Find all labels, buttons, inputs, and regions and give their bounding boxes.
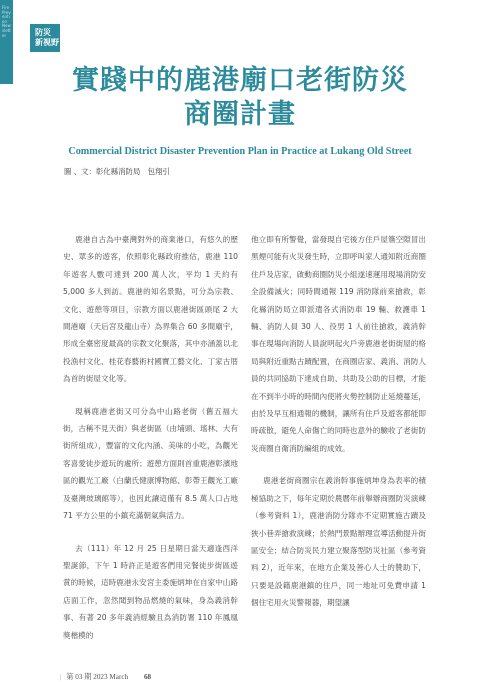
paragraph: 他立即有所警覺，當發現自宅後方住戶屋簷空隙冒出黑煙可能有火災發生時，立即呼叫家人通知附近商圈住戶及店家，啟動商圈防災小組遂速運用現場消防安全設備滅火；同時間通報 119 消防隊前來搶救，彰化縣消防局立即派遣各式消防車 19 輛、救護車 1 輛、消防人員 30 人、役男 1 人前往搶救，義消幹事在現場向消防人員說明起火戶旁鹿港老街街屋的格局與附近重點古蹟配置，在商圈店家、義消、消防人員的共同協助下達成自助、共助及公助的目標，才能在不到半小時的時間內使將火勢控制防止延燒蔓延，由於及早互相通報的機制，讓所有住戶及遊客都能即時疏散，避免人命傷亡的同時也意外的驗收了老街防災商圈自衛消防編組的成效。 [251,235,426,453]
vertical-magazine-label: Fire Prevention Newsletter [2,5,11,38]
footer-month: March [109,673,129,681]
page-number: 68 [143,673,152,681]
title-line1: 實踐中的鹿港廟口老街防災 [72,65,408,96]
right-column [251,231,426,627]
left-column [63,231,238,659]
article-title [0,64,480,132]
byline: 圖 、文：彰化縣消防局 包翔引 [64,167,170,176]
title-line2: 商圈計畫 [184,99,296,130]
section-label-line2: 新視野 [35,38,59,47]
paragraph: 去（111）年 12 月 25 日星期日當天適逢西洋聖誕節，下午 1 時許正是遊客們用完餐徒步街區遊賞的時候，這時鹿港永安宮主委施炳坤在自家中山路店面工作，忽然聞到物品燃燒的氣味，身為義消幹事、有著 20 多年義消經驗且為消防署 110 年鳳凰獎楷模的 [63,543,238,640]
paragraph: 鹿港老街商圈宗在義消幹事施炳坤身為表率的積極協助之下，每年定期於農曆年前舉辦商圈防災演練（參考資料 1），鹿港消防分隊亦不定期實施古蹟及狹小巷弄搶救演練；於熱門景點辦理宣導活動提升街區安全；結合防災民力建立聚落型防災社區（參考資料 2），近年來，在地方企業及善心人士的贊助下，只要是設籍鹿港鎮的住戶，同一地址可免費申請 1 個住宅用火災警報器，期望讓 [251,476,426,608]
english-subtitle: Commercial District Disaster Prevention Plan in Practice at Lukang Old Street [68,146,412,157]
footer-issue: 第 03 期 [66,673,92,681]
section-tab [30,24,60,52]
footer-year: 2023 [93,673,108,681]
page-footer [60,672,151,682]
footer-divider: | [60,673,62,681]
paragraph: 現稱鹿港老街又可分為中山路老街（舊五福大街，古稱不見天街）與老街區（由埔頭、瑤林、大有街所組成），豐富的文化內涵、美味的小吃，為觀光客喜愛徒步遊玩的處所；遊憩方面則首重鹿港彰濱地區的觀光工廠（白蘭氏健康博物館、彰帶王觀光工廠及臺灣玻璃館等），也因此讓這僅有 8.5 萬人口占地 71 平方公里的小鎮充滿朝氣與活力。 [63,406,238,521]
section-label-line1: 防災 [35,28,51,37]
paragraph: 鹿港自古為中臺灣對外的商業港口，有悠久的歷史、眾多的遊客，依照彰化縣政府推估，鹿港 110 年遊客人數可達到 200 萬人次，平均 1 天約有 5,000 多人到訪。鹿港的知名景點，可分為宗教、文化、遊憩等項目，宗教方面以鹿港街區頭尾 2 大間港廟（天后宮及龍山寺）為界集合 60 多間廟宇，形成全臺密度最高的宗教文化聚落，其中亦涵蓋以北投漁村文化、桂花春藝術村國寶工藝文化、丁家古厝為首的街屋文化等。 [63,235,238,384]
